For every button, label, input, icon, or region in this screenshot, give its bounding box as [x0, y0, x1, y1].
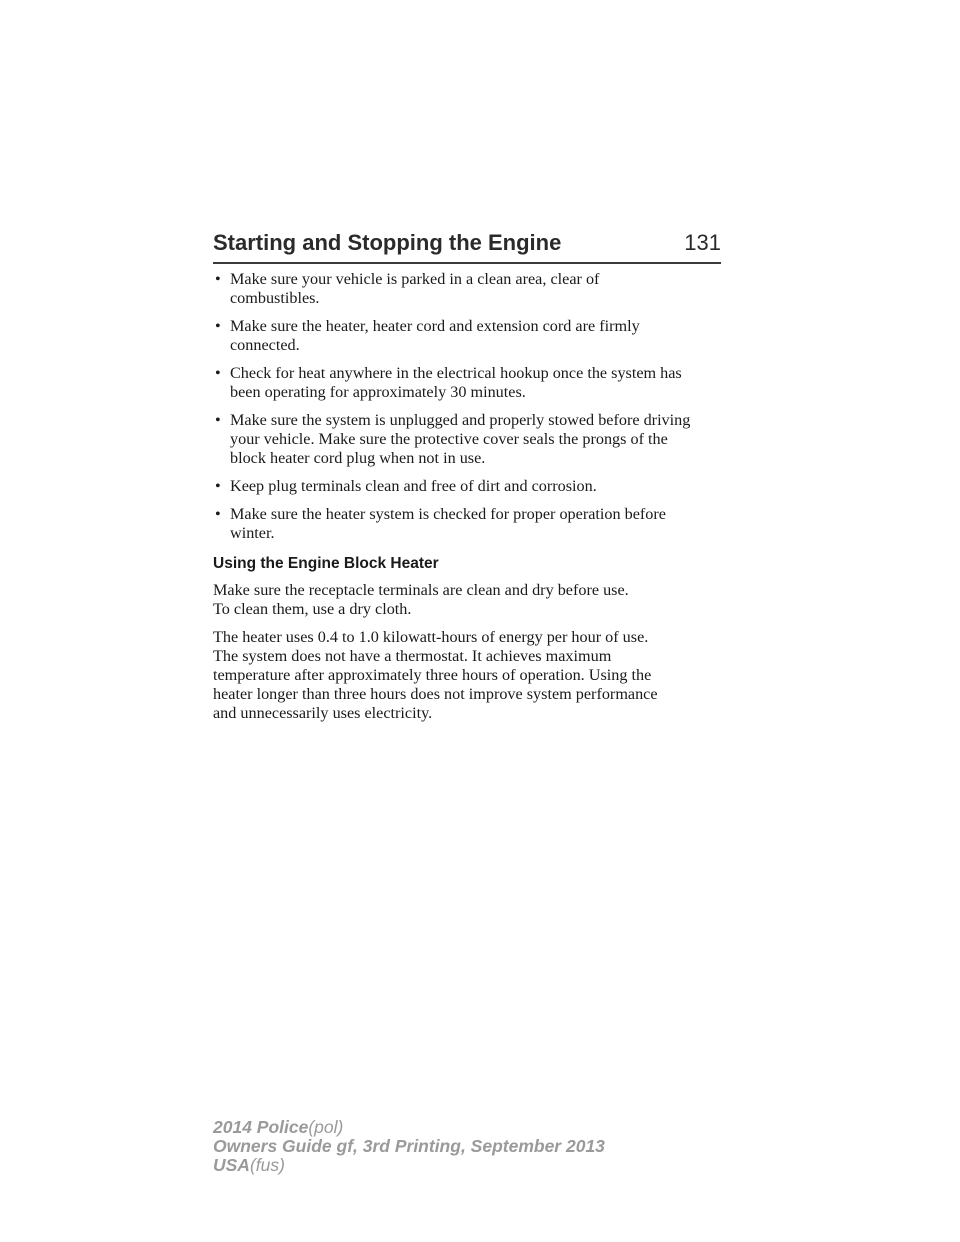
- list-item-line: Keep plug terminals clean and free of dirt and corrosion.: [230, 477, 597, 495]
- list-item: [213, 505, 723, 543]
- page-footer: [213, 1118, 605, 1175]
- list-item-line: Make sure the heater, heater cord and extension cord are firmly: [230, 317, 640, 335]
- paragraph-line: To clean them, use a dry cloth.: [213, 600, 412, 618]
- list-item-line: Make sure your vehicle is parked in a clean area, clear of: [230, 270, 600, 288]
- footer-edition: Owners Guide gf, 3rd Printing, September 2013: [213, 1136, 605, 1156]
- bullet-icon: •: [215, 364, 221, 382]
- bullet-list: [213, 270, 723, 543]
- footer-line: [213, 1156, 605, 1175]
- list-item-line: connected.: [230, 336, 300, 354]
- page-header: [213, 228, 721, 264]
- paragraph-line: heater longer than three hours does not improve system performance: [213, 685, 658, 703]
- bullet-icon: •: [215, 317, 221, 335]
- bullet-icon: •: [215, 505, 221, 523]
- paragraph-line: The heater uses 0.4 to 1.0 kilowatt-hours of energy per hour of use.: [213, 628, 649, 646]
- list-item: [213, 411, 723, 468]
- footer-model-code: (pol): [308, 1117, 344, 1137]
- page-content: [213, 270, 723, 732]
- paragraph: [213, 628, 723, 723]
- paragraph-line: Make sure the receptacle terminals are clean and dry before use.: [213, 581, 629, 599]
- bullet-icon: •: [215, 270, 221, 288]
- chapter-title: Starting and Stopping the Engine: [213, 230, 562, 255]
- list-item-line: Make sure the heater system is checked for proper operation before: [230, 505, 666, 523]
- list-item-line: Check for heat anywhere in the electrical hookup once the system has: [230, 364, 682, 382]
- list-item-line: combustibles.: [230, 289, 320, 307]
- section-heading: Using the Engine Block Heater: [213, 555, 439, 572]
- list-item-line: winter.: [230, 524, 275, 542]
- footer-market: USA: [213, 1155, 250, 1175]
- list-item: [213, 317, 723, 355]
- list-item: [213, 364, 723, 402]
- paragraph-line: and unnecessarily uses electricity.: [213, 704, 433, 722]
- footer-model: 2014 Police: [213, 1117, 309, 1137]
- list-item-line: been operating for approximately 30 minutes.: [230, 383, 526, 401]
- footer-market-code: (fus): [249, 1155, 285, 1175]
- paragraph: [213, 581, 723, 619]
- list-item-line: block heater cord plug when not in use.: [230, 449, 486, 467]
- paragraph-line: temperature after approximately three hours of operation. Using the: [213, 666, 652, 684]
- list-item: [213, 270, 723, 308]
- page-number: 131: [684, 230, 721, 255]
- list-item: [213, 477, 723, 496]
- list-item-line: Make sure the system is unplugged and properly stowed before driving: [230, 411, 691, 429]
- paragraph-line: The system does not have a thermostat. It achieves maximum: [213, 647, 612, 665]
- footer-line: [213, 1118, 605, 1137]
- list-item-line: your vehicle. Make sure the protective cover seals the prongs of the: [230, 430, 668, 448]
- bullet-icon: •: [215, 477, 221, 495]
- bullet-icon: •: [215, 411, 221, 429]
